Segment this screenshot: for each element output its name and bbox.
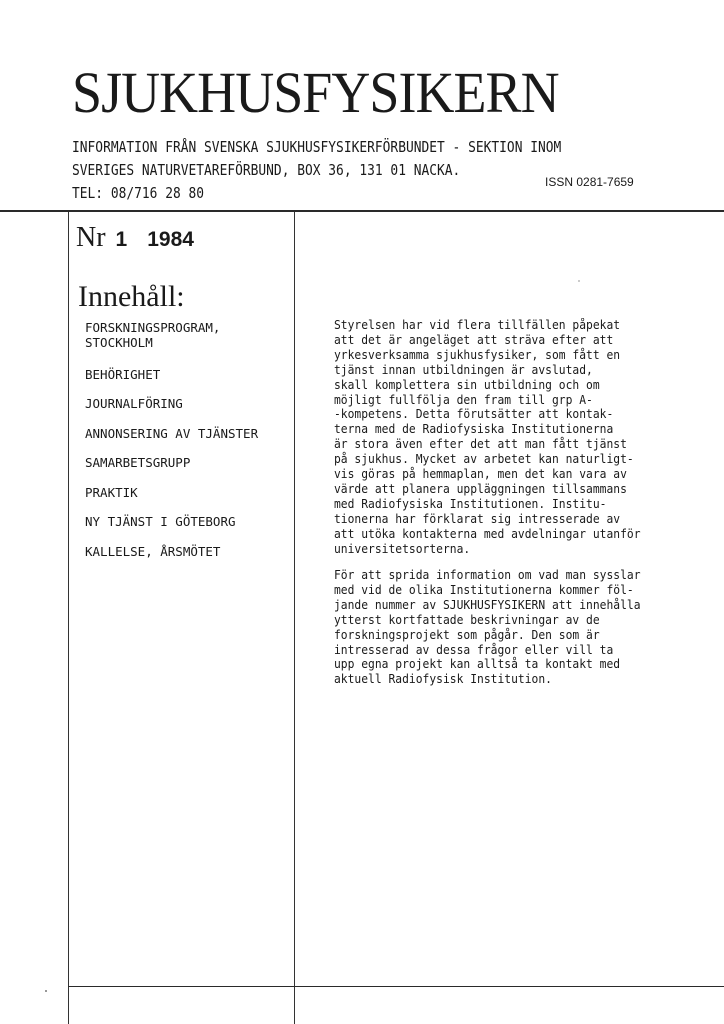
scan-speck <box>578 280 580 282</box>
header-line-address: SVERIGES NATURVETAREFÖRBUND, BOX 36, 131 01 NACKA. <box>72 161 461 179</box>
toc-item-ny-tjanst: NY TJÄNST I GÖTEBORG <box>85 514 236 529</box>
issue-number <box>76 222 194 254</box>
toc-title: Innehåll: <box>78 280 185 313</box>
footer-divider <box>68 986 724 987</box>
toc-item-kallelse: KALLELSE, ÅRSMÖTET <box>85 544 221 559</box>
column-divider <box>294 212 295 1024</box>
publication-title: SJUKHUSFYSIKERN <box>72 60 559 125</box>
header-divider <box>0 210 724 212</box>
issn-number: ISSN 0281-7659 <box>545 175 634 189</box>
toc-item-behorighet: BEHÖRIGHET <box>85 367 161 382</box>
article-paragraph-1: Styrelsen har vid flera tillfällen påpekat att det är angeläget att sträva efter att yrkesverksamma sjukhusfysiker, som fått en tjänst innan utbildningen är avslutad, skall komplettera sin utbildning och om möjligt fullfölja den fram till grp A- -kompetens. Detta förutsätter att kontak- terna med de Radiofysiska Institutionerna är stora även efter det att man fått tjänst på sjukhus. Mycket av arbetet kan naturligt- vis göras på hemmaplan, men det kan vara av värde att planera uppläggningen tillsammans med Radiofysiska Institutionen. Institu- tionerna har förklarat sig intresserade av att utöka kontakterna med avdelningar utanför universitetsorterna. <box>334 318 641 556</box>
toc-item-line: STOCKHOLM <box>85 335 153 350</box>
issue-number-value: 1 <box>115 228 128 251</box>
toc-item-forskningsprogram <box>85 320 220 350</box>
article-paragraph-2: För att sprida information om vad man sysslar med vid de olika Institutionerna kommer föl- jande nummer av SJUKHUSFYSIKERN att innehålla ytterst kortfattade beskrivningar av de forskningsprojekt som pågår. Den som är intresserad av dessa frågor eller vill ta upp egna projekt kan alltså ta kontakt med aktuell Radiofysisk Institution. <box>334 568 641 687</box>
toc-item-annonsering: ANNONSERING AV TJÄNSTER <box>85 426 259 441</box>
header-line-phone: TEL: 08/716 28 80 <box>72 184 205 202</box>
scan-speck <box>45 990 47 992</box>
toc-item-samarbetsgrupp: SAMARBETSGRUPP <box>85 455 191 470</box>
toc-item-journalforing: JOURNALFÖRING <box>85 396 183 411</box>
left-margin-rule <box>68 212 69 1024</box>
toc-item-line: FORSKNINGSPROGRAM, <box>85 320 221 335</box>
header-line-organization: INFORMATION FRÅN SVENSKA SJUKHUSFYSIKERFÖRBUNDET - SEKTION INOM <box>72 138 562 156</box>
toc-item-praktik: PRAKTIK <box>85 485 138 500</box>
issue-label: Nr <box>76 222 106 253</box>
issue-year: 1984 <box>147 228 194 251</box>
